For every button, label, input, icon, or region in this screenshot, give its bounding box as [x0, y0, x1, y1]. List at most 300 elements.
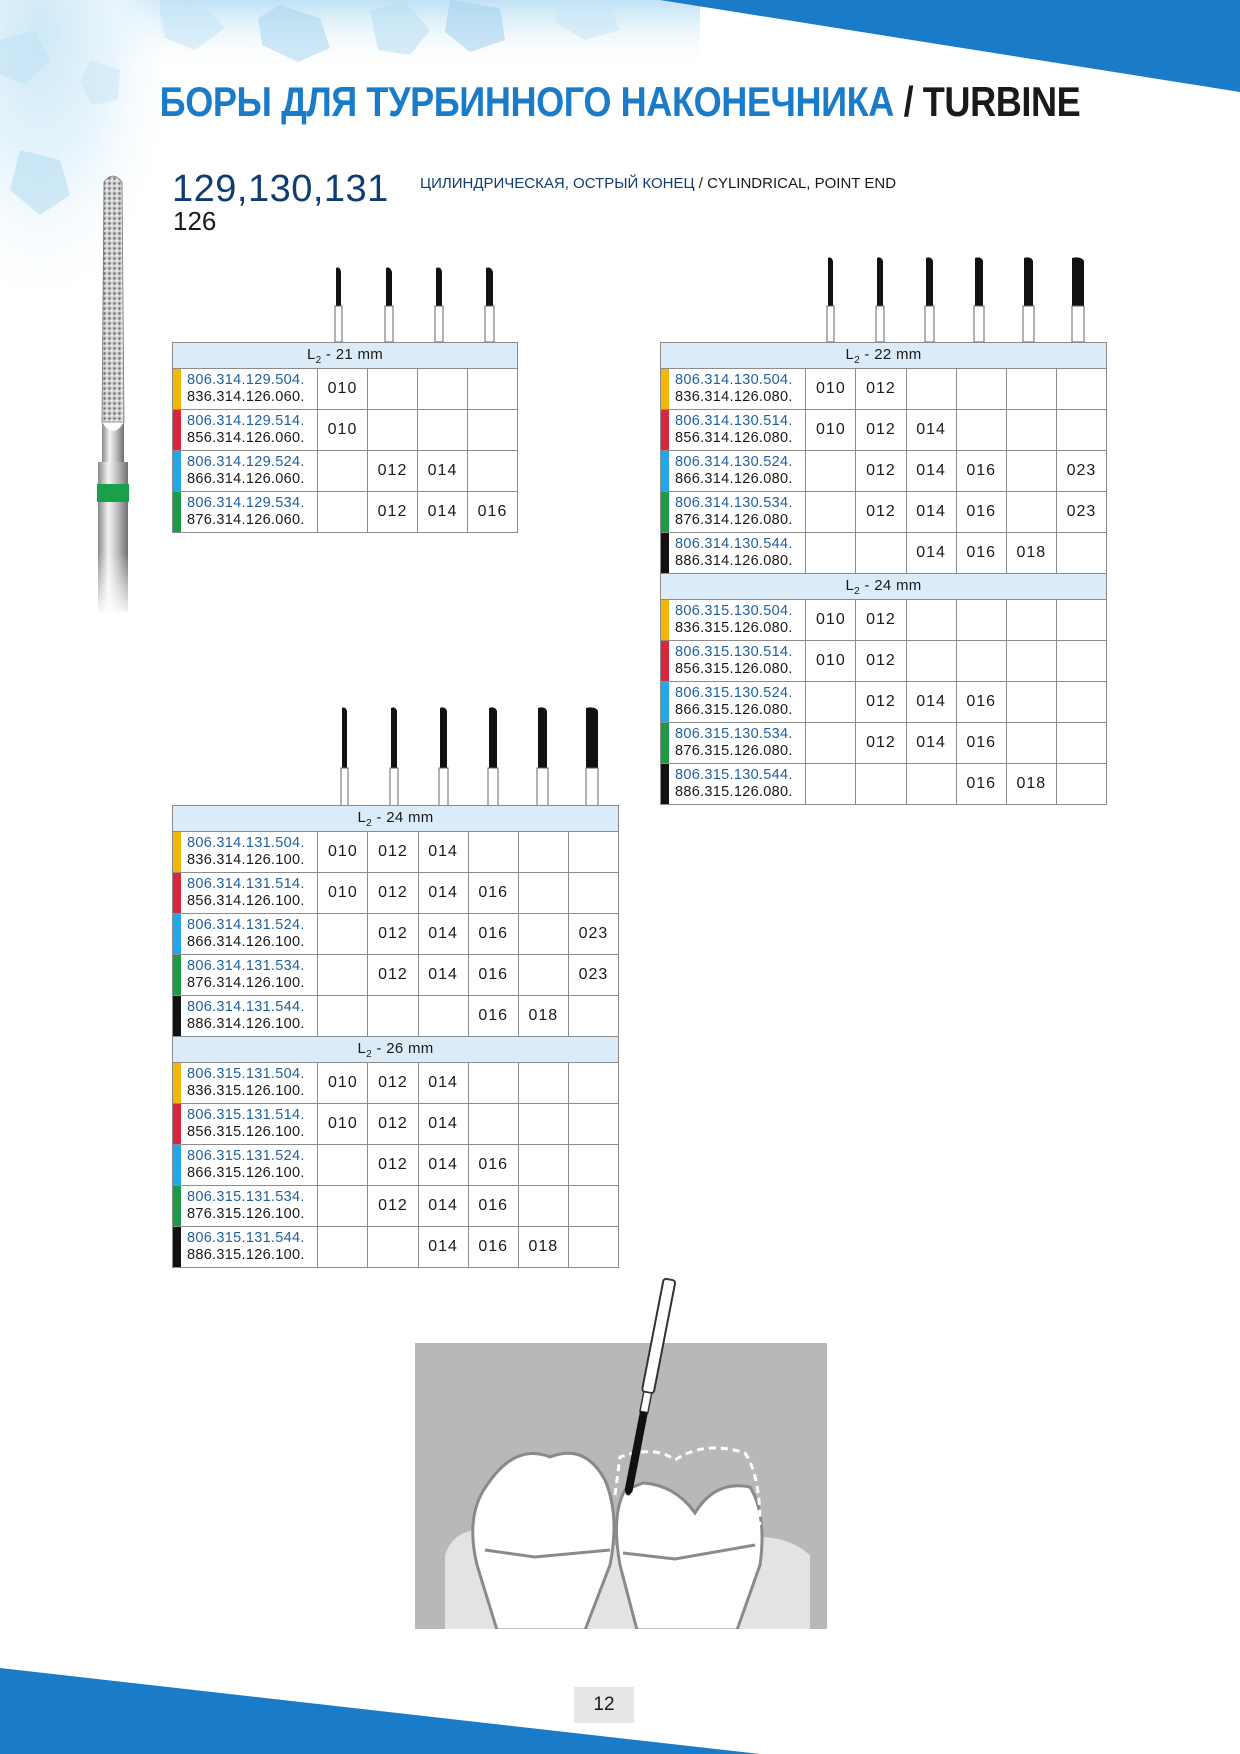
size-cell	[318, 996, 368, 1037]
table-row	[173, 451, 518, 492]
table-row	[661, 600, 1107, 641]
table-row	[661, 682, 1107, 723]
size-cell	[468, 1104, 518, 1145]
bur-icon-131-2	[390, 707, 398, 806]
article-codes	[173, 369, 318, 410]
bur-icon-130-2	[876, 257, 884, 342]
product-codes: 129,130,131	[172, 168, 389, 210]
table-131	[172, 805, 619, 1268]
size-cell: 012	[856, 723, 906, 764]
bur-icon-130-1	[827, 257, 834, 342]
grit-color-stripe	[661, 492, 669, 532]
size-cell	[806, 533, 856, 574]
size-cell: 016	[468, 1186, 518, 1227]
length-subscript: 2	[315, 354, 322, 366]
article-code-primary: 806.315.131.544.	[187, 1230, 305, 1246]
grit-color-stripe	[173, 914, 181, 954]
size-cell: 010	[318, 1063, 368, 1104]
size-cell	[1056, 533, 1106, 574]
size-cell	[518, 914, 568, 955]
size-cell	[418, 369, 468, 410]
article-codes	[173, 955, 318, 996]
title-en: TURBINE	[922, 78, 1081, 125]
size-cell: 012	[368, 914, 418, 955]
table-row	[661, 641, 1107, 682]
size-cell: 023	[1056, 492, 1106, 533]
article-code-secondary: 856.315.126.100.	[187, 1124, 305, 1140]
size-cell: 018	[1006, 764, 1056, 805]
article-code-primary: 806.314.131.524.	[187, 917, 305, 933]
article-codes	[173, 1186, 318, 1227]
size-cell	[418, 410, 468, 451]
length-symbol: L	[306, 345, 316, 363]
length-symbol: L	[357, 808, 367, 826]
grit-color-stripe	[173, 369, 181, 409]
size-cell: 012	[856, 600, 906, 641]
title-sep: /	[893, 78, 923, 125]
table-row	[173, 492, 518, 533]
shape-en: CYLINDRICAL, POINT END	[707, 175, 897, 192]
page-number: 12	[574, 1687, 634, 1723]
bur-icons-131	[332, 706, 612, 806]
article-code-secondary: 866.314.126.080.	[675, 471, 793, 487]
size-cell: 023	[568, 955, 618, 996]
table-row	[173, 914, 619, 955]
length-label	[173, 806, 619, 832]
size-cell	[1006, 492, 1056, 533]
length-header-row	[173, 1037, 619, 1063]
size-cell	[906, 641, 956, 682]
bur-icon-130-6	[1072, 257, 1084, 342]
grit-color-stripe	[661, 410, 669, 450]
table-row	[661, 492, 1107, 533]
size-cell: 023	[568, 914, 618, 955]
size-cell	[468, 410, 518, 451]
article-codes	[173, 492, 318, 533]
table-row	[661, 369, 1107, 410]
size-cell	[1006, 600, 1056, 641]
article-codes	[661, 682, 806, 723]
size-cell	[518, 873, 568, 914]
size-cell	[368, 1227, 418, 1268]
size-cell	[1056, 641, 1106, 682]
table-row	[173, 410, 518, 451]
size-cell	[318, 451, 368, 492]
size-cell	[906, 600, 956, 641]
grit-color-stripe	[173, 1227, 181, 1267]
article-code-secondary: 836.314.126.060.	[187, 389, 305, 405]
article-codes	[173, 1104, 318, 1145]
article-code-primary: 806.314.129.534.	[187, 495, 305, 511]
article-code-primary: 806.314.130.544.	[675, 536, 793, 552]
size-cell	[468, 451, 518, 492]
size-cell	[368, 369, 418, 410]
article-code-primary: 806.315.131.514.	[187, 1107, 305, 1123]
size-cell: 012	[368, 1145, 418, 1186]
length-label	[173, 1037, 619, 1063]
length-subscript: 2	[366, 817, 372, 829]
grit-color-stripe	[173, 1063, 181, 1103]
grit-color-stripe	[173, 996, 181, 1036]
size-cell	[956, 641, 1006, 682]
article-codes	[661, 451, 806, 492]
size-cell: 016	[468, 492, 518, 533]
table-row	[173, 1104, 619, 1145]
length-header-row	[173, 343, 518, 369]
size-cell: 014	[906, 723, 956, 764]
size-cell: 016	[956, 682, 1006, 723]
tooth-preparation-illustration	[415, 1275, 827, 1629]
article-codes	[173, 914, 318, 955]
article-code-secondary: 866.314.126.100.	[187, 934, 305, 950]
article-code-secondary: 856.314.126.100.	[187, 893, 305, 909]
length-value: - 22 mm	[859, 345, 922, 363]
article-codes	[173, 1063, 318, 1104]
table-row	[173, 832, 619, 873]
article-code-secondary: 836.315.126.100.	[187, 1083, 305, 1099]
size-cell: 014	[418, 832, 468, 873]
size-cell: 016	[956, 533, 1006, 574]
grit-color-stripe	[661, 451, 669, 491]
article-code-primary: 806.314.130.534.	[675, 495, 793, 511]
article-code-primary: 806.315.130.504.	[675, 603, 793, 619]
size-cell: 014	[906, 682, 956, 723]
article-codes	[661, 410, 806, 451]
size-cell	[1056, 600, 1106, 641]
length-subscript: 2	[854, 585, 860, 597]
size-cell: 012	[368, 832, 418, 873]
bur-icon-129-4	[485, 268, 494, 343]
length-header-row	[661, 574, 1107, 600]
size-cell	[1056, 682, 1106, 723]
table-row	[173, 996, 619, 1037]
size-cell: 016	[468, 873, 518, 914]
size-cell	[1056, 723, 1106, 764]
size-cell: 014	[906, 533, 956, 574]
size-cell: 010	[318, 369, 368, 410]
size-cell: 014	[418, 873, 468, 914]
size-cell	[518, 1063, 568, 1104]
article-codes	[661, 641, 806, 682]
size-cell	[568, 996, 618, 1037]
article-code-primary: 806.314.129.514.	[187, 413, 305, 429]
size-cell	[1006, 682, 1056, 723]
table-130	[660, 342, 1107, 805]
size-cell	[468, 1063, 518, 1104]
size-cell	[1006, 369, 1056, 410]
table-row	[661, 533, 1107, 574]
size-cell: 012	[368, 1186, 418, 1227]
size-cell	[956, 600, 1006, 641]
size-cell: 012	[856, 492, 906, 533]
table-row	[173, 1145, 619, 1186]
length-value: - 21 mm	[321, 345, 384, 363]
grit-color-stripe	[173, 410, 181, 450]
size-cell: 010	[806, 600, 856, 641]
size-cell: 023	[1056, 451, 1106, 492]
table-row	[661, 410, 1107, 451]
bottom-left-blue-band	[0, 1668, 760, 1754]
size-cell: 016	[956, 764, 1006, 805]
size-cell: 012	[368, 451, 418, 492]
bur-icon-129-1	[335, 268, 342, 343]
size-cell	[318, 492, 368, 533]
product-shank-code: 126	[173, 206, 217, 236]
size-cell: 012	[856, 451, 906, 492]
size-cell	[568, 1186, 618, 1227]
size-cell: 014	[906, 451, 956, 492]
bur-icon-131-6	[586, 707, 598, 806]
article-codes	[661, 492, 806, 533]
article-codes	[173, 873, 318, 914]
length-subscript: 2	[366, 1048, 372, 1060]
article-code-primary: 806.315.130.524.	[675, 685, 793, 701]
size-cell	[418, 996, 468, 1037]
table-row	[173, 955, 619, 996]
article-code-secondary: 836.314.126.080.	[675, 389, 793, 405]
article-code-secondary: 856.315.126.080.	[675, 661, 793, 677]
article-codes	[661, 723, 806, 764]
size-cell: 014	[418, 492, 468, 533]
article-code-primary: 806.314.131.534.	[187, 958, 305, 974]
bur-icons-129	[322, 266, 522, 342]
size-cell: 016	[468, 914, 518, 955]
article-code-secondary: 856.314.126.060.	[187, 430, 305, 446]
grit-color-stripe	[173, 451, 181, 491]
size-cell	[568, 1063, 618, 1104]
grit-color-stripe	[173, 955, 181, 995]
size-cell: 018	[518, 1227, 568, 1268]
size-cell: 014	[418, 1145, 468, 1186]
article-code-primary: 806.314.130.514.	[675, 413, 793, 429]
size-cell: 014	[906, 410, 956, 451]
article-code-primary: 806.315.130.544.	[675, 767, 793, 783]
size-cell	[806, 682, 856, 723]
length-label	[661, 574, 1107, 600]
page-title	[87, 78, 1153, 126]
size-cell	[468, 832, 518, 873]
length-header-row	[173, 806, 619, 832]
article-code-secondary: 866.314.126.060.	[187, 471, 305, 487]
title-ru: БОРЫ ДЛЯ ТУРБИННОГО НАКОНЕЧНИКА	[159, 78, 894, 125]
size-cell	[318, 955, 368, 996]
article-codes	[173, 832, 318, 873]
size-cell: 016	[468, 1227, 518, 1268]
size-cell	[518, 1186, 568, 1227]
size-cell	[806, 723, 856, 764]
article-code-primary: 806.315.131.534.	[187, 1189, 305, 1205]
size-cell: 010	[806, 410, 856, 451]
grit-color-stripe	[173, 873, 181, 913]
article-codes	[661, 533, 806, 574]
size-cell	[806, 451, 856, 492]
article-code-primary: 806.314.130.504.	[675, 372, 793, 388]
grit-color-stripe	[661, 641, 669, 681]
size-cell: 014	[418, 955, 468, 996]
size-cell: 014	[418, 1104, 468, 1145]
size-cell	[1006, 641, 1056, 682]
article-code-secondary: 856.314.126.080.	[675, 430, 793, 446]
size-cell: 016	[468, 955, 518, 996]
article-code-primary: 806.315.131.524.	[187, 1148, 305, 1164]
size-cell: 014	[906, 492, 956, 533]
size-cell: 016	[956, 723, 1006, 764]
bur-icon-130-5	[1023, 257, 1034, 342]
size-cell: 010	[806, 641, 856, 682]
size-cell: 016	[956, 492, 1006, 533]
bur-icon-130-4	[974, 257, 984, 342]
size-cell: 010	[806, 369, 856, 410]
grit-color-stripe	[173, 492, 181, 532]
article-codes	[173, 996, 318, 1037]
length-subscript: 2	[854, 354, 860, 366]
size-cell	[1006, 410, 1056, 451]
grit-color-stripe	[661, 723, 669, 763]
bur-icon-129-2	[385, 268, 393, 343]
size-cell: 012	[368, 492, 418, 533]
article-code-secondary: 886.315.126.100.	[187, 1247, 305, 1263]
size-cell	[468, 369, 518, 410]
length-symbol: L	[357, 1039, 367, 1057]
article-code-primary: 806.315.131.504.	[187, 1066, 305, 1082]
table-row	[661, 451, 1107, 492]
article-code-primary: 806.314.130.524.	[675, 454, 793, 470]
article-code-primary: 806.314.129.504.	[187, 372, 305, 388]
article-code-secondary: 876.315.126.080.	[675, 743, 793, 759]
size-cell	[518, 1104, 568, 1145]
bur-icons-130	[815, 256, 1095, 342]
size-cell: 012	[856, 641, 906, 682]
size-cell	[518, 1145, 568, 1186]
length-label	[173, 343, 518, 369]
article-codes	[173, 410, 318, 451]
article-code-primary: 806.315.130.534.	[675, 726, 793, 742]
article-code-secondary: 886.314.126.100.	[187, 1016, 305, 1032]
length-value: - 26 mm	[371, 1039, 434, 1057]
length-symbol: L	[845, 345, 855, 363]
size-cell	[318, 914, 368, 955]
article-code-secondary: 886.314.126.080.	[675, 553, 793, 569]
size-cell	[806, 492, 856, 533]
size-cell: 016	[468, 1145, 518, 1186]
table-129	[172, 342, 518, 533]
size-cell: 010	[318, 410, 368, 451]
table-row	[173, 1227, 619, 1268]
size-cell: 012	[368, 955, 418, 996]
article-code-primary: 806.314.131.514.	[187, 876, 305, 892]
article-codes	[173, 1145, 318, 1186]
grit-color-stripe	[661, 533, 669, 573]
size-cell	[568, 832, 618, 873]
size-cell	[568, 1145, 618, 1186]
grit-color-stripe	[173, 832, 181, 872]
article-codes	[173, 1227, 318, 1268]
article-code-secondary: 876.314.126.100.	[187, 975, 305, 991]
table-row	[173, 873, 619, 914]
size-cell: 014	[418, 1227, 468, 1268]
size-cell	[1006, 451, 1056, 492]
bur-icon-131-4	[488, 707, 498, 806]
bur-icon-130-3	[925, 257, 934, 342]
grit-color-stripe	[661, 369, 669, 409]
size-cell: 014	[418, 451, 468, 492]
size-cell: 012	[856, 682, 906, 723]
size-cell: 010	[318, 1104, 368, 1145]
size-cell	[1006, 723, 1056, 764]
size-cell	[368, 410, 418, 451]
article-code-secondary: 836.314.126.100.	[187, 852, 305, 868]
size-cell	[568, 1104, 618, 1145]
diamond-bur-image	[78, 172, 148, 617]
green-ring	[97, 484, 129, 502]
article-codes	[661, 600, 806, 641]
shape-sep: /	[694, 175, 708, 192]
size-cell	[856, 764, 906, 805]
length-value: - 24 mm	[859, 576, 922, 594]
article-code-secondary: 876.314.126.060.	[187, 512, 305, 528]
size-cell	[956, 410, 1006, 451]
grit-color-stripe	[661, 600, 669, 640]
article-code-primary: 806.314.131.544.	[187, 999, 305, 1015]
length-symbol: L	[845, 576, 855, 594]
article-code-primary: 806.314.129.524.	[187, 454, 305, 470]
shape-ru: ЦИЛИНДРИЧЕСКАЯ, ОСТРЫЙ КОНЕЦ	[420, 175, 695, 192]
size-cell	[368, 996, 418, 1037]
article-code-secondary: 876.315.126.100.	[187, 1206, 305, 1222]
article-code-secondary: 866.315.126.080.	[675, 702, 793, 718]
length-label	[661, 343, 1107, 369]
size-cell	[1056, 764, 1106, 805]
size-cell: 014	[418, 1063, 468, 1104]
grit-color-stripe	[661, 764, 669, 804]
article-codes	[661, 369, 806, 410]
size-cell: 016	[468, 996, 518, 1037]
size-cell: 012	[368, 873, 418, 914]
size-cell	[906, 764, 956, 805]
bur-icon-131-5	[537, 707, 548, 806]
size-cell: 010	[318, 832, 368, 873]
table-row	[173, 369, 518, 410]
article-codes	[173, 451, 318, 492]
article-code-primary: 806.315.130.514.	[675, 644, 793, 660]
size-cell: 016	[956, 451, 1006, 492]
grit-color-stripe	[173, 1186, 181, 1226]
size-cell: 012	[856, 369, 906, 410]
size-cell	[1056, 369, 1106, 410]
bur-icon-129-3	[435, 268, 443, 343]
size-cell	[806, 764, 856, 805]
size-cell	[956, 369, 1006, 410]
size-cell: 018	[1006, 533, 1056, 574]
length-header-row	[661, 343, 1107, 369]
table-row	[173, 1186, 619, 1227]
size-cell	[906, 369, 956, 410]
size-cell	[318, 1186, 368, 1227]
article-code-secondary: 866.315.126.100.	[187, 1165, 305, 1181]
table-row	[173, 1063, 619, 1104]
bur-icon-131-3	[439, 707, 448, 806]
size-cell	[518, 832, 568, 873]
size-cell: 012	[368, 1104, 418, 1145]
size-cell	[1056, 410, 1106, 451]
article-code-secondary: 876.314.126.080.	[675, 512, 793, 528]
size-cell	[518, 955, 568, 996]
size-cell: 012	[856, 410, 906, 451]
size-cell: 014	[418, 1186, 468, 1227]
size-cell: 014	[418, 914, 468, 955]
bur-icon-131-1	[341, 707, 348, 806]
size-cell	[318, 1145, 368, 1186]
